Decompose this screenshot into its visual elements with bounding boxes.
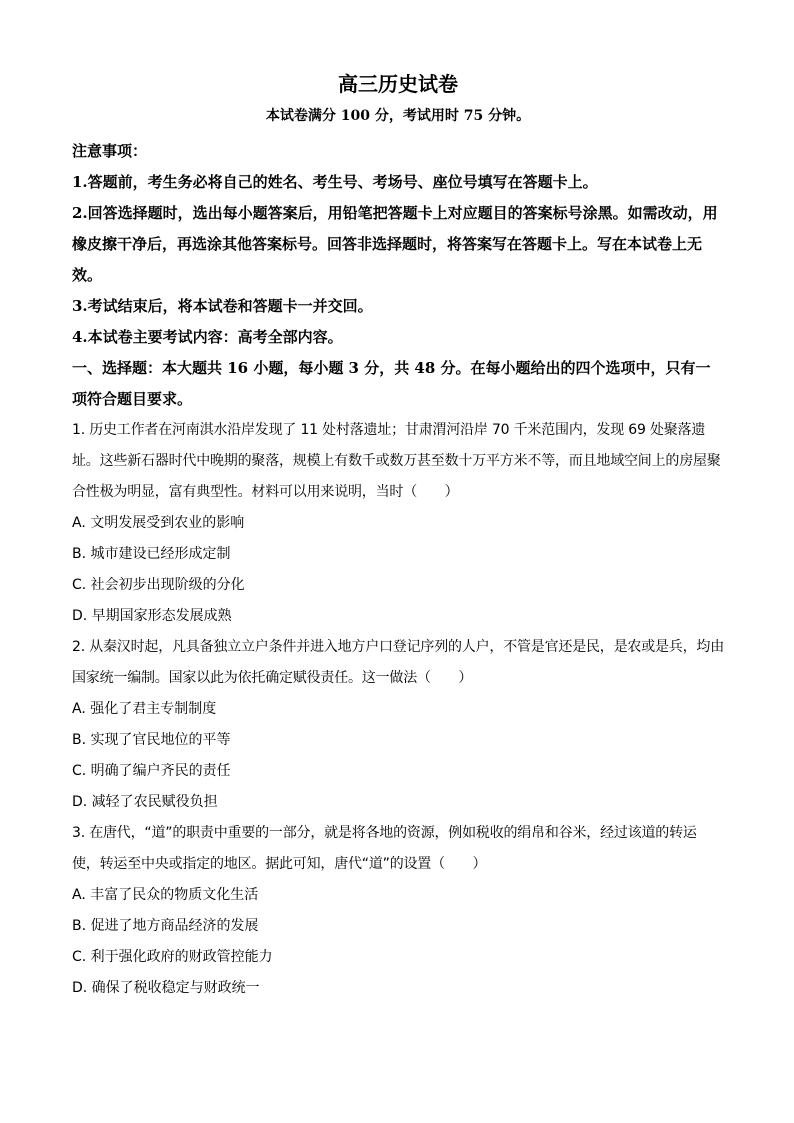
question-stem: 3. 在唐代，“道”的职责中重要的一部分，就是将各地的资源，例如税收的绢帛和谷米，经过该道的转运使，转运至中央或指定的地区。据此可知，唐代“道”的设置（ ） [72, 825, 697, 872]
question-stem: 1. 历史工作者在河南淇水沿岸发现了 11 处村落遗址；甘肃渭河沿岸 70 千米范围内，发现 69 处聚落遗址。这些新石器时代中晚期的聚落，规模上有数千或数万甚至数十万平方米不等，而且地域空间上的房屋聚合性极为明显，富有典型性。材料可以用来说明，当时（ ） [72, 422, 721, 500]
option-b: B. 实现了官民地位的平等 [72, 732, 231, 748]
notice-item-3: 3.考试结束后，将本试卷和答题卡一并交回。 [72, 297, 373, 315]
notice-item-1: 1.答题前，考生务必将自己的姓名、考生号、考场号、座位号填写在答题卡上。 [72, 173, 598, 191]
option-d: D. 减轻了农民赋役负担 [72, 794, 218, 810]
option-b: B. 促进了地方商品经济的发展 [72, 918, 259, 934]
page-title: 高三历史试卷 [338, 72, 458, 96]
option-a: A. 文明发展受到农业的影响 [72, 515, 245, 531]
question-1 [72, 415, 724, 632]
notice-heading: 注意事项： [72, 142, 148, 160]
option-a: A. 丰富了民众的物质文化生活 [72, 887, 259, 903]
notice-item-4: 4.本试卷主要考试内容：高考全部内容。 [72, 328, 343, 346]
option-b: B. 城市建设已经形成定制 [72, 546, 231, 562]
notice-item-2: 2.回答选择题时，选出每小题答案后，用铅笔把答题卡上对应题目的答案标号涂黑。如需改动，用橡皮擦干净后，再选涂其他答案标号。回答非选择题时，将答案写在答题卡上。写在本试卷上无效。 [72, 204, 718, 284]
question-stem: 2. 从秦汉时起，凡具备独立立户条件并进入地方户口登记序列的人户，不管是官还是民，是农或是兵，均由国家统一编制。国家以此为依托确定赋役责任。这一做法（ ） [72, 639, 725, 686]
section-heading: 一、选择题：本大题共 16 小题，每小题 3 分，共 48 分。在每小题给出的四个选项中，只有一项符合题目要求。 [72, 359, 711, 408]
question-3 [72, 818, 724, 1004]
option-d: D. 确保了税收稳定与财政统一 [72, 980, 260, 996]
option-c: C. 明确了编户齐民的责任 [72, 763, 231, 779]
option-c: C. 社会初步出现阶级的分化 [72, 577, 245, 593]
option-d: D. 早期国家形态发展成熟 [72, 608, 232, 624]
exam-info: 本试卷满分 100 分，考试用时 75 分钟。 [265, 108, 531, 124]
exam-page [72, 70, 724, 1004]
question-2 [72, 632, 724, 818]
option-c: C. 利于强化政府的财政管控能力 [72, 949, 273, 965]
option-a: A. 强化了君主专制制度 [72, 701, 217, 717]
